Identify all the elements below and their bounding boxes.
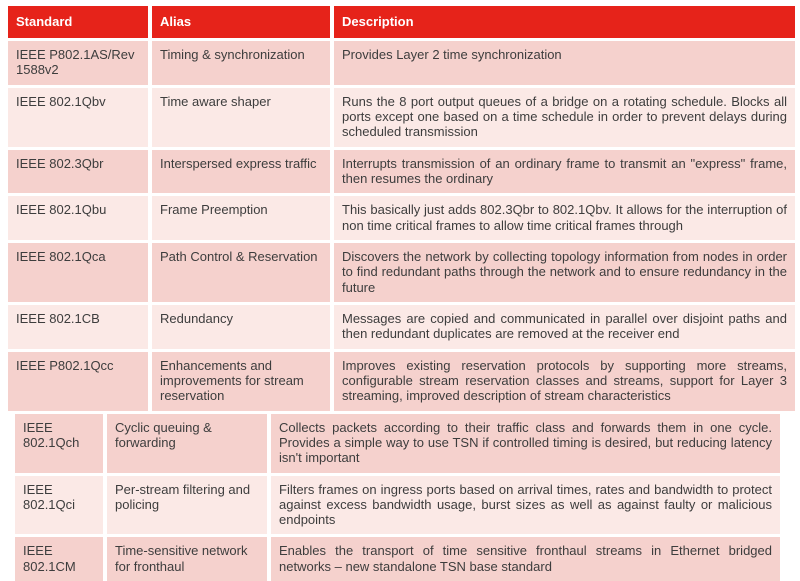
alias-cell: Path Control & Reservation [152, 243, 330, 302]
description-cell: Filters frames on ingress ports based on arrival times, rates and bandwidth to protect against excess bandwidth usage, burst sizes as well as against faulty or malicious endpoints [271, 476, 780, 535]
alias-cell: Time aware shaper [152, 88, 330, 147]
alias-cell: Per-stream filtering and policing [107, 476, 267, 535]
column-header-alias: Alias [152, 6, 330, 38]
alias-cell: Enhancements and improvements for stream reservation [152, 352, 330, 411]
standard-cell: IEEE 802.1Qca [8, 243, 148, 302]
standard-cell: IEEE 802.1Qbu [8, 196, 148, 240]
standard-cell: IEEE P802.1AS/Rev 1588v2 [8, 41, 148, 85]
standard-cell: IEEE P802.1Qcc [8, 352, 148, 411]
standard-cell: IEEE 802.1CB [8, 305, 148, 349]
description-cell: Improves existing reservation protocols by supporting more streams, configurable stream reservation classes and streams, support for Layer 3 streaming, improved description of stream characteristics [334, 352, 795, 411]
alias-cell: Timing & synchronization [152, 41, 330, 85]
description-cell: Discovers the network by collecting topology information from nodes in order to find redundant paths through the network and to ensure redundancy in the future [334, 243, 795, 302]
alias-cell: Frame Preemption [152, 196, 330, 240]
description-cell: Collects packets according to their traffic class and forwards them in one cycle. Provides a simple way to use TSN if controlled timing is desired, but reducing latency isn't important [271, 414, 780, 473]
standard-cell: IEEE 802.1Qci [15, 476, 103, 535]
standard-cell: IEEE 802.1CM [15, 537, 103, 581]
description-cell: Provides Layer 2 time synchronization [334, 41, 795, 85]
column-header-description: Description [334, 6, 795, 38]
tsn-standards-table-continued [15, 414, 780, 581]
tsn-standards-table [8, 6, 795, 411]
description-cell: Enables the transport of time sensitive fronthaul streams in Ethernet bridged networks – new standalone TSN base standard [271, 537, 780, 581]
alias-cell: Time-sensitive network for fronthaul [107, 537, 267, 581]
standard-cell: IEEE 802.1Qch [15, 414, 103, 473]
alias-cell: Interspersed express traffic [152, 150, 330, 194]
description-cell: Interrupts transmission of an ordinary frame to transmit an "express" frame, then resumes the ordinary [334, 150, 795, 194]
standard-cell: IEEE 802.3Qbr [8, 150, 148, 194]
alias-cell: Redundancy [152, 305, 330, 349]
description-cell: Messages are copied and communicated in parallel over disjoint paths and then redundant duplicates are removed at the receiver end [334, 305, 795, 349]
standard-cell: IEEE 802.1Qbv [8, 88, 148, 147]
description-cell: This basically just adds 802.3Qbr to 802.1Qbv. It allows for the interruption of non time critical frames to allow time critical frames through [334, 196, 795, 240]
alias-cell: Cyclic queuing & forwarding [107, 414, 267, 473]
description-cell: Runs the 8 port output queues of a bridge on a rotating schedule. Blocks all ports except one based on a time schedule in order to prevent delays during scheduled transmission [334, 88, 795, 147]
column-header-standard: Standard [8, 6, 148, 38]
